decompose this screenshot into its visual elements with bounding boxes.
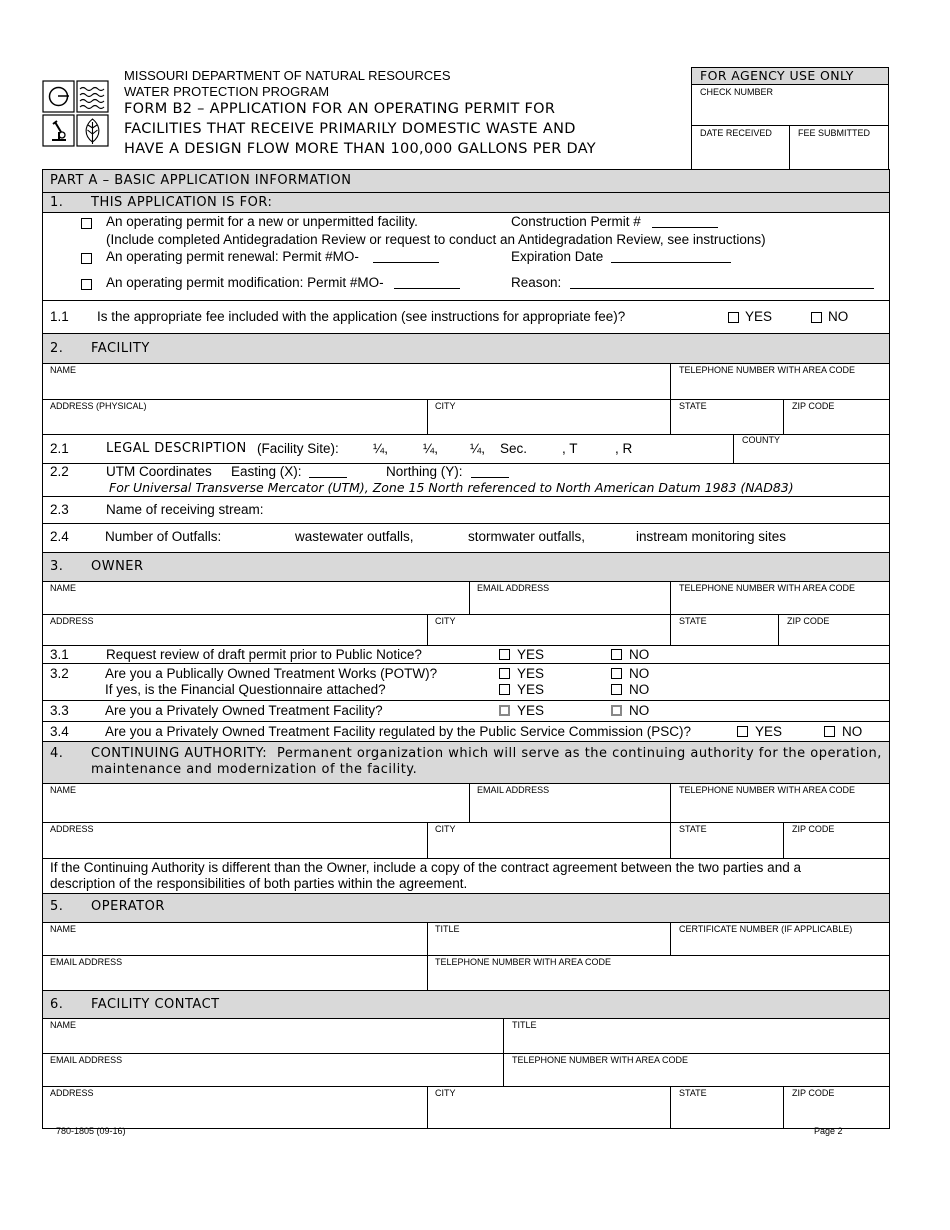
q3-2-no-checkbox[interactable] xyxy=(611,668,622,679)
facility-state-field[interactable] xyxy=(670,400,784,434)
construction-permit-input[interactable] xyxy=(652,215,718,228)
facility-state-label: STATE xyxy=(679,401,707,411)
easting-input[interactable] xyxy=(309,465,347,478)
q3-1-no-checkbox[interactable] xyxy=(611,649,622,660)
facility-name-row xyxy=(43,364,889,400)
q3-3-number: 3.3 xyxy=(50,703,69,718)
authority-phone-label: TELEPHONE NUMBER WITH AREA CODE xyxy=(679,785,856,795)
contact-address-label: ADDRESS xyxy=(50,1088,94,1098)
contact-city-label: CITY xyxy=(435,1088,456,1098)
owner-name-field[interactable] xyxy=(43,582,469,614)
operator-phone-field[interactable] xyxy=(427,956,889,990)
contact-phone-field[interactable] xyxy=(503,1054,889,1086)
form-title-line-1: FORM B2 – APPLICATION FOR AN OPERATING PERMIT FOR xyxy=(124,101,556,117)
section-2-header xyxy=(43,334,889,364)
section-2-number: 2. xyxy=(50,341,64,356)
q3-1-no-label: NO xyxy=(629,647,650,662)
contact-email-field[interactable] xyxy=(43,1054,503,1086)
utm-note: For Universal Transverse Mercator (UTM), Zone 15 North referenced to North American Datum 1983 (NAD83) xyxy=(109,480,794,495)
fee-submitted-label: FEE SUBMITTED xyxy=(798,128,871,138)
q3-2b-no-label: NO xyxy=(629,682,650,697)
section-4-title: CONTINUING AUTHORITY: xyxy=(91,746,268,761)
owner-zip-field[interactable] xyxy=(778,615,889,645)
authority-name-row xyxy=(43,784,889,823)
q3-2-no-label: NO xyxy=(629,666,650,681)
owner-state-label: STATE xyxy=(679,616,707,626)
q2-3-number: 2.3 xyxy=(50,502,69,517)
check-number-field[interactable] xyxy=(692,85,888,126)
owner-address-row xyxy=(43,615,889,646)
department-name: MISSOURI DEPARTMENT OF NATURAL RESOURCES xyxy=(124,68,451,83)
q2-1-number: 2.1 xyxy=(50,441,69,456)
q1-1-no-checkbox[interactable] xyxy=(811,312,822,323)
authority-note-line-2: description of the responsibilities of both parties within the agreement. xyxy=(50,876,468,891)
facility-name-field[interactable] xyxy=(43,364,670,399)
owner-address-field[interactable] xyxy=(43,615,427,645)
q3-4-number: 3.4 xyxy=(50,724,69,739)
authority-state-label: STATE xyxy=(679,824,707,834)
contact-name-label: NAME xyxy=(50,1020,77,1030)
utm-row xyxy=(43,464,889,497)
facility-phone-label: TELEPHONE NUMBER WITH AREA CODE xyxy=(679,365,856,375)
q3-4-yes-checkbox[interactable] xyxy=(737,726,748,737)
utm-label: UTM Coordinates xyxy=(106,464,212,479)
question-3-4 xyxy=(43,722,889,742)
q3-2b-yes-label: YES xyxy=(517,682,545,697)
question-3-2 xyxy=(43,664,889,701)
section-6-header xyxy=(43,991,889,1019)
facility-address-row xyxy=(43,400,889,435)
part-a-title: PART A – BASIC APPLICATION INFORMATION xyxy=(50,173,352,188)
authority-state-field[interactable] xyxy=(670,823,784,858)
facility-address-label: ADDRESS (PHYSICAL) xyxy=(50,401,147,411)
county-label: COUNTY xyxy=(742,435,780,445)
authority-note-line-1: If the Continuing Authority is different than the Owner, include a copy of the contract agreement between the two parties and a xyxy=(50,860,801,875)
agency-use-title: FOR AGENCY USE ONLY xyxy=(692,68,888,85)
section-5-header xyxy=(43,894,889,923)
form-title-line-3: HAVE A DESIGN FLOW MORE THAN 100,000 GALLONS PER DAY xyxy=(124,141,596,157)
q3-3-text: Are you a Privately Owned Treatment Facility? xyxy=(105,703,383,718)
section-6-number: 6. xyxy=(50,997,64,1012)
section-5-title: OPERATOR xyxy=(91,899,165,914)
operator-name-row xyxy=(43,923,889,956)
section-1-number: 1. xyxy=(50,195,64,210)
contact-phone-label: TELEPHONE NUMBER WITH AREA CODE xyxy=(512,1055,689,1065)
contact-name-row xyxy=(43,1019,889,1054)
facility-address-field[interactable] xyxy=(43,400,427,434)
reason-label: Reason: xyxy=(511,275,562,290)
q3-3-yes-label: YES xyxy=(517,703,545,718)
agency-use-box xyxy=(691,67,889,170)
township-label: , T xyxy=(562,441,578,456)
section-4-desc-line-2: maintenance and modernization of the facility. xyxy=(91,762,418,777)
check-number-label: CHECK NUMBER xyxy=(700,87,774,97)
expiration-date-input[interactable] xyxy=(611,250,731,263)
contact-address-row xyxy=(43,1087,889,1129)
receiving-stream-row xyxy=(43,497,889,524)
outfalls-row xyxy=(43,524,889,553)
contact-title-label: TITLE xyxy=(512,1020,537,1030)
authority-email-field[interactable] xyxy=(469,784,671,822)
q3-2b-text: If yes, is the Financial Questionnaire attached? xyxy=(105,682,386,697)
authority-note-row xyxy=(43,859,889,894)
owner-state-field[interactable] xyxy=(670,615,779,645)
easting-label: Easting (X): xyxy=(231,464,302,479)
application-form xyxy=(42,169,890,1129)
q2-2-number: 2.2 xyxy=(50,464,69,479)
operator-cert-label: CERTIFICATE NUMBER (IF APPLICABLE) xyxy=(679,924,853,934)
northing-input[interactable] xyxy=(471,465,509,478)
dnr-logo xyxy=(42,80,110,148)
authority-name-field[interactable] xyxy=(43,784,469,822)
contact-state-field[interactable] xyxy=(670,1087,784,1128)
operator-cert-field[interactable] xyxy=(670,923,889,955)
program-name: WATER PROTECTION PROGRAM xyxy=(124,84,330,99)
quarter-2: ¼, xyxy=(423,441,439,456)
renewal-permit-input[interactable] xyxy=(373,250,439,263)
contact-zip-field[interactable] xyxy=(783,1087,889,1128)
q3-3-yes-checkbox[interactable] xyxy=(499,705,510,716)
renewal-label: An operating permit renewal: Permit #MO- xyxy=(106,249,359,264)
section-label: Sec. xyxy=(500,441,528,456)
owner-city-field[interactable] xyxy=(427,615,671,645)
wastewater-outfalls-label: wastewater outfalls, xyxy=(295,529,414,544)
contact-email-row xyxy=(43,1054,889,1087)
date-received-label: DATE RECEIVED xyxy=(700,128,772,138)
contact-state-label: STATE xyxy=(679,1088,707,1098)
owner-name-label: NAME xyxy=(50,583,77,593)
authority-city-label: CITY xyxy=(435,824,456,834)
q3-2-text: Are you a Publically Owned Treatment Works (POTW)? xyxy=(105,666,438,681)
question-3-3 xyxy=(43,701,889,722)
owner-email-field[interactable] xyxy=(469,582,671,614)
contact-email-label: EMAIL ADDRESS xyxy=(50,1055,123,1065)
section-6-title: FACILITY CONTACT xyxy=(91,997,220,1012)
authority-city-field[interactable] xyxy=(427,823,671,858)
q3-4-text: Are you a Privately Owned Treatment Facility regulated by the Public Service Commission (PSC)? xyxy=(105,724,691,739)
q1-1-number: 1.1 xyxy=(50,309,69,324)
q1-1-text: Is the appropriate fee included with the application (see instructions for appropriate fee)? xyxy=(97,309,626,324)
legal-description-suffix: (Facility Site): xyxy=(257,441,339,456)
facility-zip-field[interactable] xyxy=(783,400,889,434)
contact-zip-label: ZIP CODE xyxy=(792,1088,835,1098)
q3-4-no-checkbox[interactable] xyxy=(824,726,835,737)
expiration-date-label: Expiration Date xyxy=(511,249,604,264)
owner-phone-field[interactable] xyxy=(670,582,889,614)
renewal-checkbox[interactable] xyxy=(81,253,92,264)
reason-input[interactable] xyxy=(570,276,874,289)
authority-zip-field[interactable] xyxy=(783,823,889,858)
antidegradation-note: (Include completed Antidegradation Review or request to conduct an Antidegradation Review, see instructions) xyxy=(106,232,766,247)
quarter-3: ¼, xyxy=(470,441,486,456)
date-received-field[interactable] xyxy=(692,126,789,169)
section-1-header xyxy=(43,193,889,213)
q1-1-yes-checkbox[interactable] xyxy=(728,312,739,323)
q3-4-yes-label: YES xyxy=(755,724,783,739)
new-facility-label: An operating permit for a new or unpermitted facility. xyxy=(106,214,418,229)
instream-sites-label: instream monitoring sites xyxy=(636,529,787,544)
q3-2b-no-checkbox[interactable] xyxy=(611,684,622,695)
q3-2-yes-checkbox[interactable] xyxy=(499,668,510,679)
q3-2-number: 3.2 xyxy=(50,666,69,681)
owner-city-label: CITY xyxy=(435,616,456,626)
q1-1-no-label: NO xyxy=(828,309,849,324)
authority-phone-field[interactable] xyxy=(670,784,889,822)
operator-name-field[interactable] xyxy=(43,923,427,955)
facility-city-field[interactable] xyxy=(427,400,671,434)
operator-title-label: TITLE xyxy=(435,924,460,934)
new-facility-checkbox[interactable] xyxy=(81,218,92,229)
facility-city-label: CITY xyxy=(435,401,456,411)
page-number: Page 2 xyxy=(814,1126,843,1136)
section-4-desc-line-1: Permanent organization which will serve as the continuing authority for the operation, xyxy=(277,746,882,761)
authority-zip-label: ZIP CODE xyxy=(792,824,835,834)
contact-city-field[interactable] xyxy=(427,1087,671,1128)
section-1-title: THIS APPLICATION IS FOR: xyxy=(91,195,273,210)
section-3-number: 3. xyxy=(50,559,64,574)
stormwater-outfalls-label: stormwater outfalls, xyxy=(468,529,586,544)
operator-email-row xyxy=(43,956,889,991)
modification-checkbox[interactable] xyxy=(81,279,92,290)
contact-address-field[interactable] xyxy=(43,1087,427,1128)
facility-phone-field[interactable] xyxy=(670,364,889,399)
q3-3-no-label: NO xyxy=(629,703,650,718)
authority-name-label: NAME xyxy=(50,785,77,795)
modification-permit-input[interactable] xyxy=(394,276,460,289)
section-3-header xyxy=(43,553,889,582)
authority-email-label: EMAIL ADDRESS xyxy=(477,785,550,795)
operator-email-label: EMAIL ADDRESS xyxy=(50,957,123,967)
county-field[interactable] xyxy=(733,435,889,463)
section-4-header xyxy=(43,742,889,784)
outfalls-label: Number of Outfalls: xyxy=(105,529,222,544)
range-label: , R xyxy=(615,441,633,456)
contact-title-field[interactable] xyxy=(503,1019,889,1053)
q2-4-number: 2.4 xyxy=(50,529,69,544)
authority-address-field[interactable] xyxy=(43,823,427,858)
question-3-1 xyxy=(43,646,889,664)
owner-email-label: EMAIL ADDRESS xyxy=(477,583,550,593)
fee-submitted-field[interactable] xyxy=(789,126,888,169)
form-number: 780-1805 (09-16) xyxy=(56,1126,126,1136)
question-1-1 xyxy=(43,301,889,334)
legal-description-label: LEGAL DESCRIPTION xyxy=(106,441,247,456)
facility-zip-label: ZIP CODE xyxy=(792,401,835,411)
owner-address-label: ADDRESS xyxy=(50,616,94,626)
authority-address-label: ADDRESS xyxy=(50,824,94,834)
contact-name-field[interactable] xyxy=(43,1019,503,1053)
northing-label: Northing (Y): xyxy=(386,464,463,479)
q3-1-yes-checkbox[interactable] xyxy=(499,649,510,660)
section-3-title: OWNER xyxy=(91,559,144,574)
q3-2b-yes-checkbox[interactable] xyxy=(499,684,510,695)
q3-2-yes-label: YES xyxy=(517,666,545,681)
operator-title-field[interactable] xyxy=(427,923,671,955)
form-title-line-2: FACILITIES THAT RECEIVE PRIMARILY DOMESTIC WASTE AND xyxy=(124,121,576,137)
section-2-title: FACILITY xyxy=(91,341,150,356)
construction-permit-label: Construction Permit # xyxy=(511,214,641,229)
q3-4-no-label: NO xyxy=(842,724,863,739)
receiving-stream-label: Name of receiving stream: xyxy=(106,502,264,517)
owner-phone-label: TELEPHONE NUMBER WITH AREA CODE xyxy=(679,583,856,593)
section-4-number: 4. xyxy=(50,746,64,761)
q3-3-no-checkbox[interactable] xyxy=(611,705,622,716)
owner-zip-label: ZIP CODE xyxy=(787,616,830,626)
quarter-1: ¼, xyxy=(373,441,389,456)
q3-1-yes-label: YES xyxy=(517,647,545,662)
q3-1-number: 3.1 xyxy=(50,647,69,662)
section-5-number: 5. xyxy=(50,899,64,914)
operator-name-label: NAME xyxy=(50,924,77,934)
owner-name-row xyxy=(43,582,889,615)
operator-phone-label: TELEPHONE NUMBER WITH AREA CODE xyxy=(435,957,612,967)
modification-label: An operating permit modification: Permit #MO- xyxy=(106,275,384,290)
application-type-options xyxy=(43,213,889,301)
part-a-header xyxy=(43,170,889,193)
authority-address-row xyxy=(43,823,889,859)
legal-description-row xyxy=(43,435,889,464)
q1-1-yes-label: YES xyxy=(745,309,773,324)
facility-name-label: NAME xyxy=(50,365,77,375)
q3-1-text: Request review of draft permit prior to Public Notice? xyxy=(106,647,422,662)
operator-email-field[interactable] xyxy=(43,956,427,990)
